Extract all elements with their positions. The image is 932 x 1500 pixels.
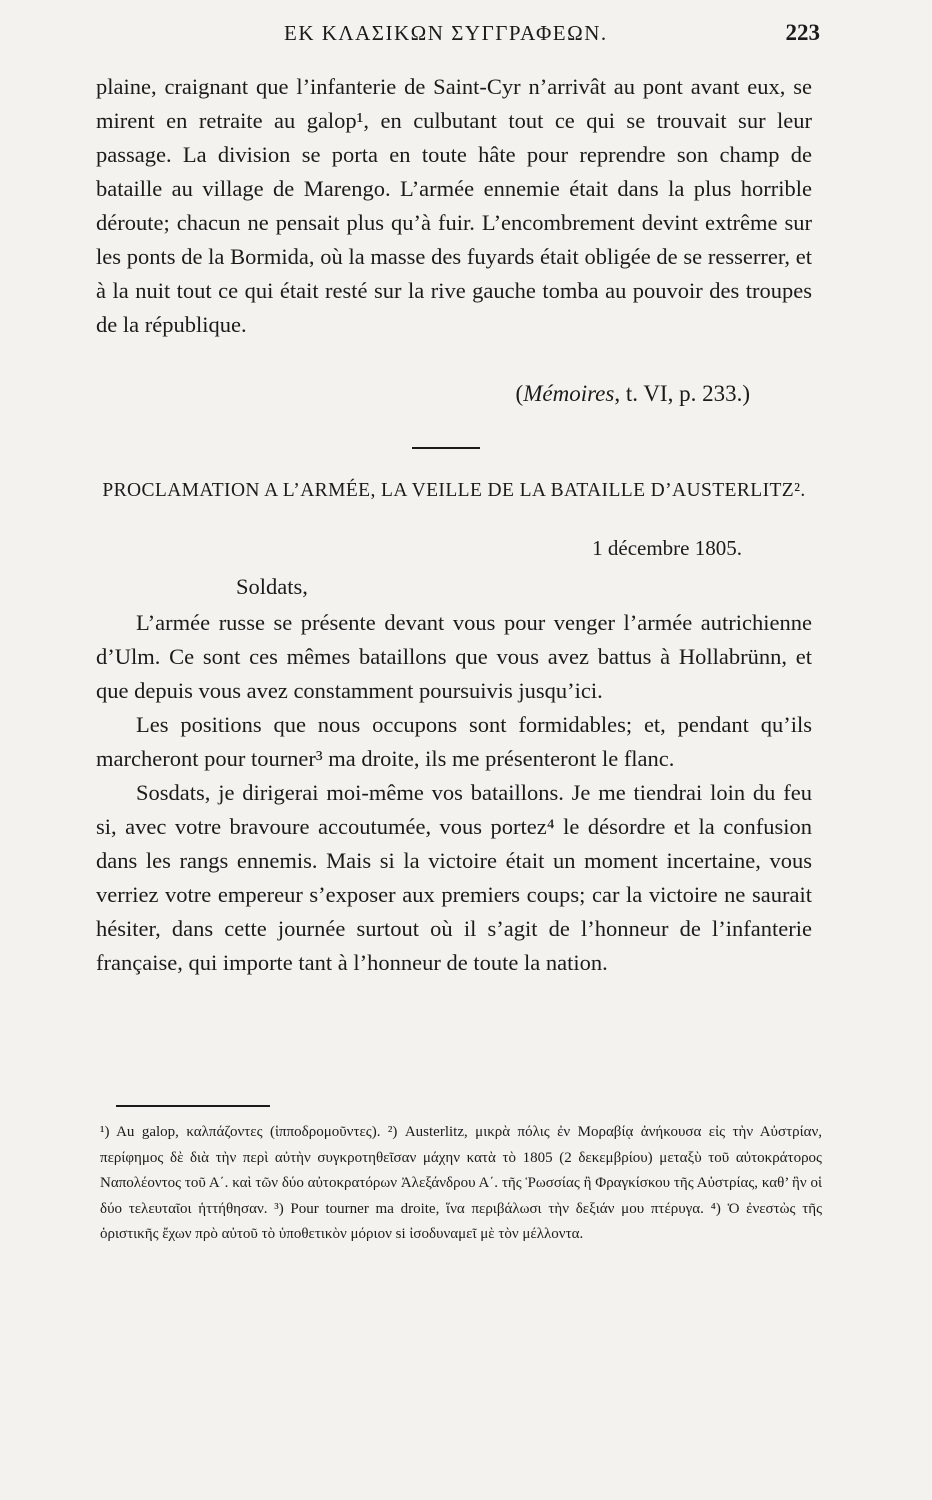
section-divider xyxy=(412,447,480,449)
footnote-2: ²) Austerlitz, μικρὰ πόλις ἐν Μοραβίᾳ ἀνήκουσα εἰς τὴν Αὐστρίαν, περίφημος δὲ διὰ τὴν περὶ αὐτὴν συγκροτηθεῖσαν μάχην κατὰ τὸ 1805 (2 δεκεμβρίου) μεταξὺ τοῦ αὐτοκράτορος Ναπολέοντος τοῦ Α΄. καὶ τῶν δύο αὐτοκρατόρων Ἀλεξάνδρου Α΄. τῆς Ῥωσσίας ἢ Φραγκίσκου τῆς Αὐστρίας, καθ’ ἣν οἱ δύο τελευταῖοι ἡττήθησαν. xyxy=(100,1124,823,1217)
proclamation-title: PROCLAMATION A L’ARMÉE, LA VEILLE DE LA BATAILLE D’AUSTERLITZ². xyxy=(102,480,806,501)
narrative-block xyxy=(96,70,812,342)
proclamation-date: 1 décembre 1805. xyxy=(592,536,742,560)
salutation: Soldats, xyxy=(236,574,308,599)
narrative-paragraph: plaine, craignant que l’infanterie de Saint-Cyr n’arrivât au pont avant eux, se mirent en retraite au galop¹, en culbutant tout ce qui se trouvait sur leur passage. La division se porta en toute hâte pour reprendre son champ de bataille au village de Marengo. L’armée ennemie était dans la plus horrible déroute; chacun ne pensait plus qu’à fuir. L’encombrement devint extrême sur les ponts de la Bormida, où la masse des fuyards était obligée de se resserrer, et à la nuit tout ce qui était resté sur la rive gauche tomba au pouvoir des troupes de la république. xyxy=(96,74,812,337)
footnotes xyxy=(100,1120,822,1248)
footnote-rule xyxy=(116,1105,270,1107)
footnote-3: ³) Pour tourner ma droite, ἵνα περιβάλωσι τὴν δεξιάν μου πτέρυγα. xyxy=(274,1200,704,1217)
page-number: 223 xyxy=(785,20,820,45)
footnote-1: ¹) Au galop, καλπάζοντες (ἱπποδρομοῦντες). xyxy=(100,1124,381,1140)
running-head: ΕΚ ΚΛΑΣΙΚΩΝ ΣΥΓΓΡΑΦΕΩΝ. xyxy=(284,21,608,45)
proclamation-body xyxy=(96,606,812,980)
citation-open: ( xyxy=(515,381,524,406)
proclamation-paragraph-3: Sosdats, je dirigerai moi-même vos bataillons. Je me tiendrai loin du feu si, avec votre bravoure accoutumée, vous portez⁴ le désordre et la confusion dans les rangs ennemis. Mais si la victoire était un moment incertaine, vous verriez votre empereur s’exposer aux premiers coups; car la victoire ne saurait hésiter, dans cette journée surtout où il s’agit de l’honneur de l’infanterie française, qui importe tant à l’honneur de toute la nation. xyxy=(96,780,812,975)
citation-ref: , t. VI, p. 233.) xyxy=(614,381,750,406)
footnote-4: ⁴) Ὁ ἐνεστὼς τῆς ὁριστικῆς ἔχων πρὸ αὐτοῦ τὸ ὑποθετικὸν μόριον si ἰσοδυναμεῖ μὲ τὸν μέλλοντα. xyxy=(100,1200,823,1242)
proclamation-paragraph-1: L’armée russe se présente devant vous pour venger l’armée autrichienne d’Ulm. Ce sont ces mêmes bataillons que vous avez battus à Hollabrünn, et que depuis vous avez constamment poursuivis jusqu’ici. xyxy=(96,610,812,703)
citation-work: Mémoires xyxy=(523,381,615,406)
citation xyxy=(516,381,750,407)
proclamation-paragraph-2: Les positions que nous occupons sont formidables; et, pendant qu’ils marcheront pour tourner³ ma droite, ils me présenteront le flanc. xyxy=(96,712,812,771)
page-header xyxy=(96,20,820,56)
